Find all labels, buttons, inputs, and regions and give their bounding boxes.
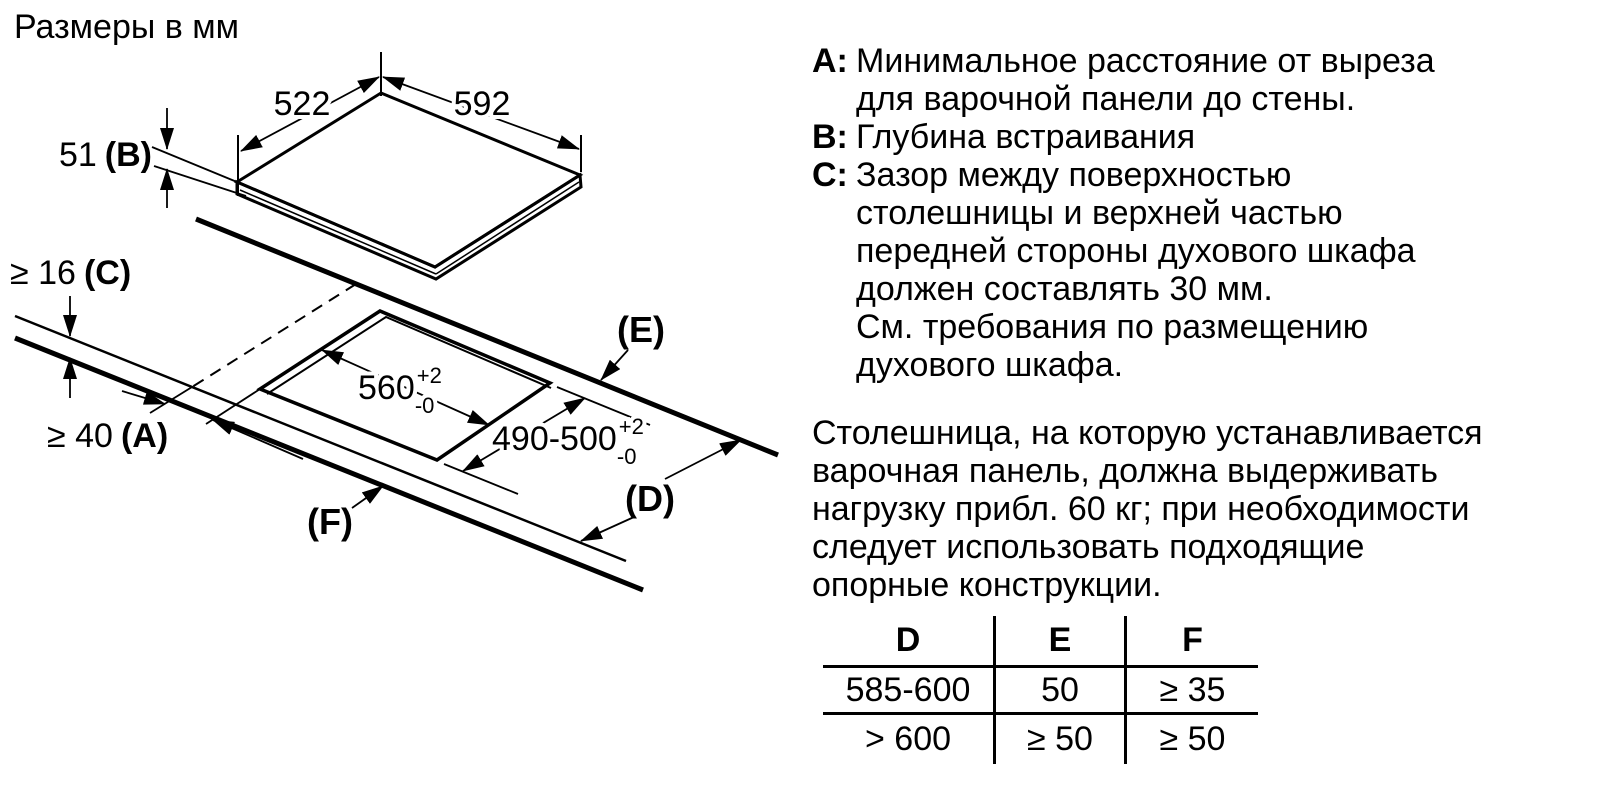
table-cell: 585-600	[823, 668, 993, 715]
label-e: (E)	[617, 309, 665, 350]
worktop-back-edge	[196, 219, 778, 455]
note-line: Столешница, на которую устанавливается	[812, 414, 1483, 452]
ext-a-cutout	[206, 389, 260, 424]
ext-490-lower	[444, 464, 518, 494]
legend-text: для варочной панели до стены.	[856, 80, 1356, 118]
hob-side-band	[237, 175, 581, 279]
label-d: (D)	[625, 478, 675, 519]
legend-text: духового шкафа.	[856, 346, 1124, 384]
legend-text: Зазор между поверхностью	[856, 156, 1292, 194]
table-cell: ≥ 50	[1159, 720, 1226, 758]
table-header-f: F	[1127, 616, 1258, 668]
legend-text: передней стороны духового шкафа	[856, 232, 1416, 270]
hob-bevel-left	[240, 190, 436, 274]
legend-key-a: A:	[812, 42, 848, 80]
dimension-texts	[10, 85, 675, 542]
legend-entry-b	[812, 118, 1572, 156]
leader-d-back	[665, 440, 741, 479]
legend-text: должен составлять 30 мм.	[856, 270, 1273, 308]
leader-f	[352, 486, 383, 508]
worktop-note	[812, 414, 1572, 604]
legend-text: столешницы и верхней частью	[856, 194, 1343, 232]
table-header-e: E	[993, 616, 1127, 668]
ext-b-upper	[152, 147, 237, 182]
leader-e	[601, 350, 628, 380]
table-cell: ≥ 50	[993, 715, 1127, 764]
table-cell: > 600	[864, 720, 952, 758]
page-title: Размеры в мм	[14, 8, 240, 46]
legend-entry-a	[812, 42, 1572, 118]
label-f: (F)	[307, 501, 353, 542]
dim-b-label: 51 (B)	[58, 136, 152, 174]
legend-entry-c	[812, 156, 1572, 384]
legend-key-b: B:	[812, 118, 848, 156]
dim-592-label: 592	[453, 85, 511, 123]
hob-bevel-right	[436, 182, 579, 274]
note-line: варочная панель, должна выдерживать	[812, 452, 1438, 490]
leader-d-front	[581, 517, 634, 541]
legend-key-c: C:	[812, 156, 848, 194]
dim-c-label: ≥ 16 (C)	[10, 254, 132, 292]
note-line: опорные конструкции.	[812, 566, 1162, 604]
table-cell: ≥ 35	[1127, 668, 1258, 715]
note-line: нагрузку прибл. 60 кг; при необходимости	[812, 490, 1470, 528]
dim-490-500-label: $490-500^{+2}$ -0	[492, 414, 644, 469]
legend-text: Глубина встраивания	[856, 118, 1196, 156]
legend-text: См. требования по размещению	[856, 308, 1369, 346]
note-line: следует использовать подходящие	[812, 528, 1365, 566]
worktop-front-bottom-edge	[15, 338, 643, 590]
wall-projection-dashed-line	[192, 284, 356, 387]
table-cell: 50	[993, 668, 1127, 715]
dim-560-label: $560^{+2}$ -0	[358, 363, 442, 418]
def-dimensions-table	[823, 616, 1260, 764]
table-header-d: D	[823, 616, 993, 668]
dim-a-label: ≥ 40 (A)	[47, 417, 169, 455]
dim-522-label: 522	[273, 85, 331, 123]
legend-text: Минимальное расстояние от выреза	[856, 42, 1435, 80]
legend	[812, 42, 1572, 384]
